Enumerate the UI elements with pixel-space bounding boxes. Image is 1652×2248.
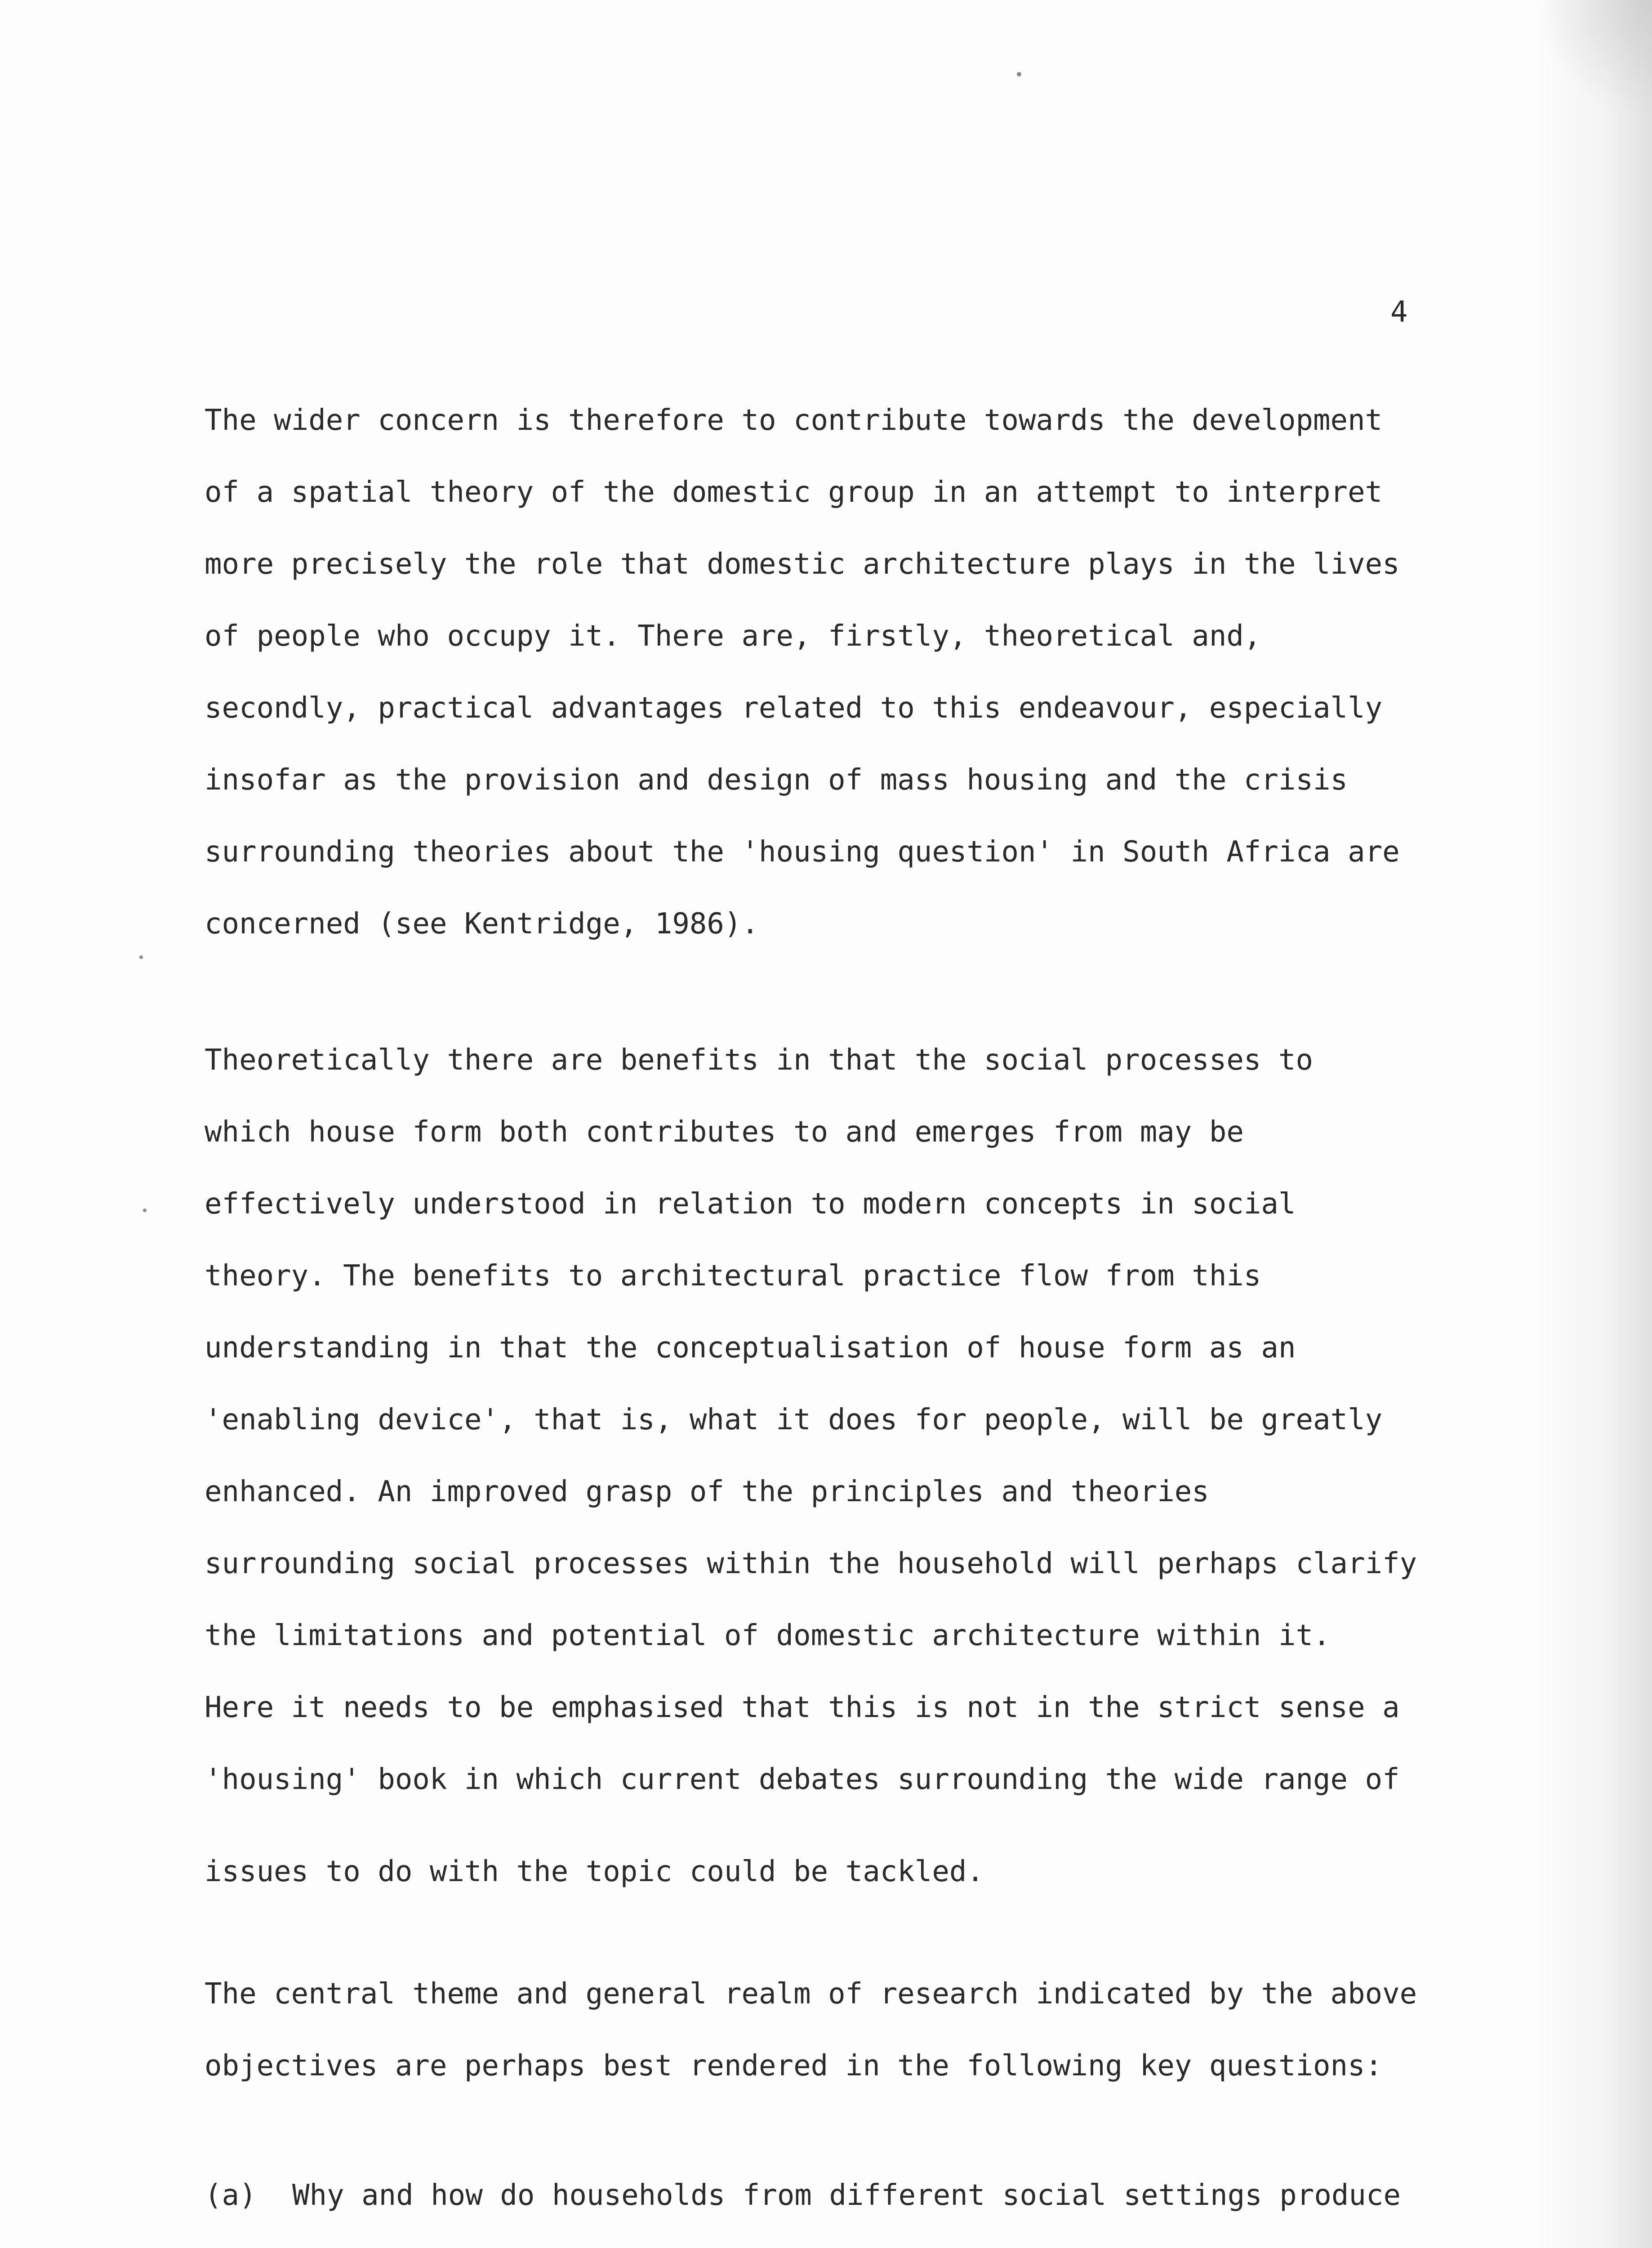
paragraph-2: [205, 1024, 1417, 1908]
page-corner-shadow: [1535, 0, 1652, 117]
page-number: 4: [1390, 295, 1408, 329]
text-line: The wider concern is therefore to contribute towards the development: [205, 404, 1383, 437]
scan-speck: [143, 1209, 147, 1212]
paragraph-3: [205, 1958, 1417, 2102]
text-line: issues to do with the topic could be tackled.: [205, 1855, 984, 1888]
text-line: Here it needs to be emphasised that this is not in the strict sense a: [205, 1691, 1400, 1724]
list-item-label: (a): [205, 2179, 257, 2212]
text-line: effectively understood in relation to modern concepts in social: [205, 1187, 1296, 1221]
text-line: Why and how do households from different social settings produce: [292, 2179, 1401, 2212]
text-line: insofar as the provision and design of mass housing and the crisis: [205, 763, 1348, 797]
text-line: the limitations and potential of domestic architecture within it.: [205, 1619, 1331, 1652]
text-line: 'enabling device', that is, what it does for people, will be greatly: [205, 1403, 1383, 1436]
text-line: of a spatial theory of the domestic group in an attempt to interpret: [205, 476, 1383, 509]
text-line: The central theme and general realm of research indicated by the above: [205, 1977, 1417, 2011]
paragraph-1: [205, 384, 1400, 960]
text-line: understanding in that the conceptualisation of house form as an: [205, 1331, 1296, 1365]
text-line: surrounding social processes within the household will perhaps clarify: [205, 1547, 1417, 1580]
text-line: 'housing' book in which current debates surrounding the wide range of: [205, 1763, 1400, 1796]
text-line: Theoretically there are benefits in that the social processes to: [205, 1044, 1313, 1077]
text-line: theory. The benefits to architectural practice flow from this: [205, 1259, 1261, 1293]
page-edge-shadow: [1535, 0, 1652, 2248]
text-line: which house form both contributes to and emerges from may be: [205, 1115, 1244, 1149]
scan-speck: [139, 955, 143, 959]
text-line: enhanced. An improved grasp of the principles and theories: [205, 1475, 1209, 1508]
text-line: secondly, practical advantages related to this endeavour, especially: [205, 691, 1383, 725]
text-line: more precisely the role that domestic architecture plays in the lives: [205, 548, 1400, 581]
text-line: objectives are perhaps best rendered in the following key questions:: [205, 2049, 1383, 2083]
text-line: surrounding theories about the 'housing question' in South Africa are: [205, 835, 1400, 869]
list-item: [292, 2159, 1401, 2248]
text-line: concerned (see Kentridge, 1986).: [205, 907, 759, 941]
scan-speck: [1017, 72, 1021, 76]
text-line: [292, 2231, 1401, 2248]
text-line: of people who occupy it. There are, firstly, theoretical and,: [205, 620, 1261, 653]
